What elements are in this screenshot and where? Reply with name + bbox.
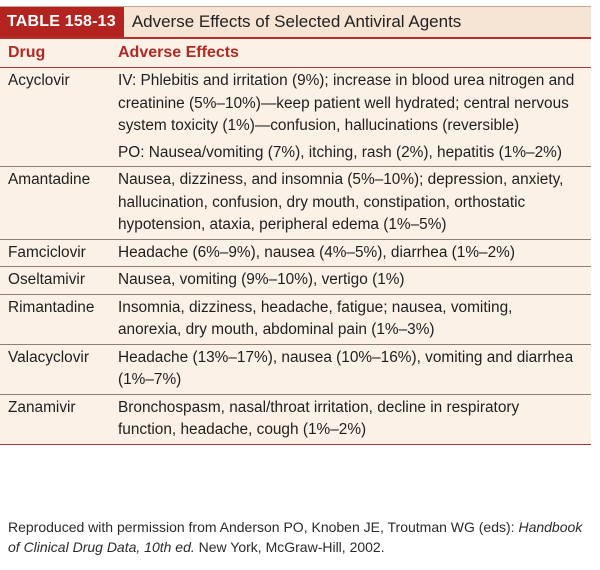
column-header-row (0, 39, 591, 68)
adverse-effects-cell (118, 240, 591, 267)
column-header-drug: Drug (8, 44, 46, 61)
adverse-effect-text: Headache (6%–9%), nausea (4%–5%), diarrhea (1%–2%) (118, 243, 515, 261)
table-row (0, 395, 591, 445)
footnote-suffix: New York, McGraw-Hill, 2002. (194, 538, 385, 555)
adverse-effect-text: IV: Phlebitis and irritation (9%); increase in blood urea nitrogen and creatinine (5%–10%)—keep patient well hydrated; central nervous system toxicity (1%)—confusion, hallucinations (reversible) (118, 72, 575, 134)
table-row (0, 295, 591, 345)
adverse-effects-cell (118, 267, 591, 294)
adverse-effects-cell (118, 167, 591, 239)
drug-name-cell: Oseltamivir (8, 271, 85, 288)
adverse-effect-text: Headache (13%–17%), nausea (10%–16%), vomiting and diarrhea (1%–7%) (118, 348, 574, 388)
adverse-effect-text: PO: Nausea/vomiting (7%), itching, rash (2%), hepatitis (1%–2%) (118, 143, 562, 161)
drug-name-cell: Zanamivir (8, 398, 76, 416)
adverse-effect-text: Nausea, vomiting (9%–10%), vertigo (1%) (118, 271, 405, 288)
drug-name-cell: Amantadine (8, 171, 91, 188)
drug-name-cell: Valacyclovir (8, 348, 89, 366)
drug-name-cell: Famciclovir (8, 243, 86, 261)
table-title: Adverse Effects of Selected Antiviral Agents (131, 12, 462, 31)
drug-name-cell: Acyclovir (8, 72, 70, 89)
table-row (0, 167, 591, 240)
adverse-effects-cell (118, 295, 591, 344)
table-row (0, 240, 591, 268)
table-title-bar (0, 7, 591, 39)
adverse-effects-cell (118, 395, 591, 444)
footnote-prefix: Reproduced with permission from Anderson PO, Knoben JE, Troutman WG (eds): (8, 519, 519, 535)
adverse-effects-cell (118, 68, 591, 166)
table-footnote (8, 518, 586, 557)
adverse-effect-text: Nausea, dizziness, and insomnia (5%–10%); depression, anxiety, hallucination, confusion, dry mouth, constipation, orthostatic hypotension, ataxia, peripheral edema (1%–5%) (118, 171, 564, 233)
table-number-label: TABLE 158-13 (0, 7, 124, 37)
adverse-effect-text: Bronchospasm, nasal/throat irritation, decline in respiratory function, headache, cough (1%–2%) (118, 398, 520, 438)
table-row (0, 267, 591, 295)
adverse-effects-table (0, 6, 591, 445)
adverse-effects-cell (118, 345, 591, 394)
footnote-book-title: Handbook of Clinical Drug Data, 10th ed. (8, 519, 583, 555)
drug-name-cell: Rimantadine (8, 298, 95, 316)
table-body (0, 68, 591, 445)
table-row (0, 68, 591, 167)
adverse-effect-text: Insomnia, dizziness, headache, fatigue; nausea, vomiting, anorexia, dry mouth, abdominal pain (1%–3%) (118, 298, 513, 338)
table-row (0, 345, 591, 395)
column-header-adverse-effects: Adverse Effects (118, 44, 239, 61)
